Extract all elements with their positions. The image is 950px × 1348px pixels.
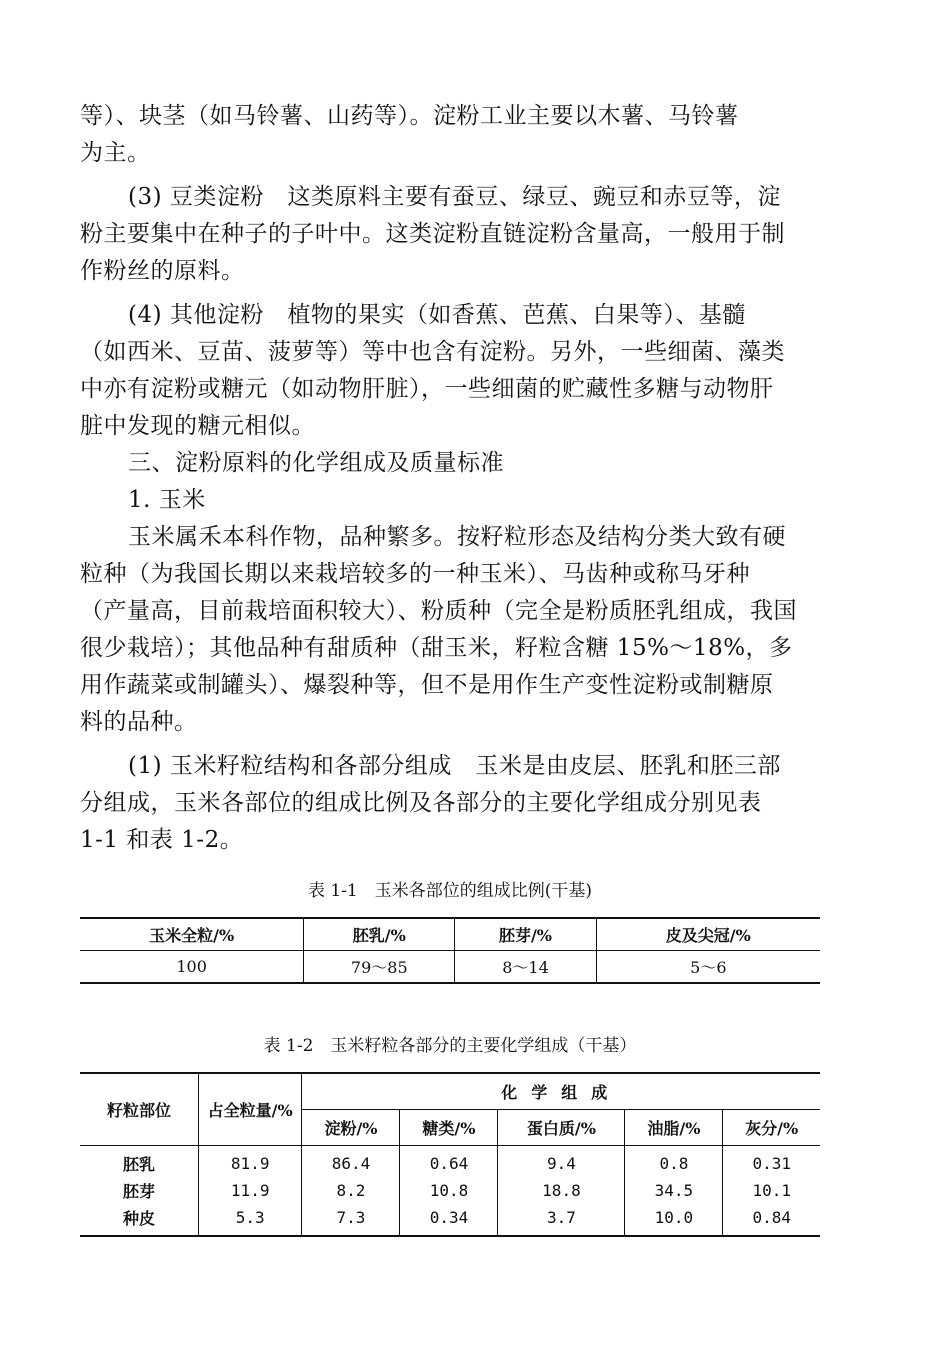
text-line: 分组成，玉米各部位的组成比例及各部分的主要化学组成分别见表 xyxy=(80,790,762,816)
table-cell: 种皮 xyxy=(122,1209,155,1228)
table-cell: 10.0 xyxy=(625,1204,723,1236)
text-line: 玉米属禾本科作物，品种繁多。按籽粒形态及结构分类大致有硬 xyxy=(128,524,786,550)
paragraph xyxy=(80,519,820,741)
table-header: 糖类/% xyxy=(400,1110,498,1146)
table-cell: 0.34 xyxy=(400,1204,498,1236)
paragraph xyxy=(80,748,820,859)
table-cell: 9.4 xyxy=(498,1146,625,1178)
table-row xyxy=(80,1204,820,1236)
text-line: （产量高，目前栽培面积较大）、粉质种（完全是粉质胚乳组成，我国 xyxy=(80,598,797,624)
text-line: 等）、块茎（如马铃薯、山药等）。淀粉工业主要以木薯、马铃薯 xyxy=(80,103,739,129)
table-cell: 18.8 xyxy=(498,1177,625,1204)
table-cell: 5～6 xyxy=(596,951,820,984)
chemical-composition-table xyxy=(80,1072,820,1237)
table-header: 淀粉/% xyxy=(302,1110,400,1146)
text-line: 中亦有淀粉或糖元（如动物肝脏），一些细菌的贮藏性多糖与动物肝 xyxy=(80,376,774,402)
table-caption: 表 1-1 玉米各部位的组成比例(干基) xyxy=(307,881,593,901)
text-line: (4) 其他淀粉 植物的果实（如香蕉、芭蕉、白果等）、基髓 xyxy=(128,302,746,328)
table-cell: 86.4 xyxy=(302,1146,400,1178)
table-cell: 8.2 xyxy=(302,1177,400,1204)
table-header: 籽粒部位 xyxy=(80,1073,198,1146)
text-line: 粉主要集中在种子的子叶中。这类淀粉直链淀粉含量高，一般用于制 xyxy=(80,221,785,247)
composition-ratio-table xyxy=(80,917,820,984)
text-line: (3) 豆类淀粉 这类原料主要有蚕豆、绿豆、豌豆和赤豆等，淀 xyxy=(128,184,781,210)
table-row xyxy=(80,1177,820,1204)
table-group-header: 化学组成 xyxy=(302,1073,820,1110)
table-cell: 100 xyxy=(176,957,207,976)
table-cell: 0.64 xyxy=(400,1146,498,1178)
table-cell: 8～14 xyxy=(455,951,596,984)
table-header: 占全粒量/% xyxy=(198,1073,302,1146)
table-cell: 3.7 xyxy=(498,1204,625,1236)
table-cell: 胚乳 xyxy=(122,1155,155,1174)
text-line: 脏中发现的糖元相似。 xyxy=(80,413,315,439)
text-line: 作粉丝的原料。 xyxy=(80,258,245,284)
table-cell: 7.3 xyxy=(302,1204,400,1236)
text-line: （如西米、豆苗、菠萝等）等中也含有淀粉。另外，一些细菌、藻类 xyxy=(80,339,785,365)
table-row xyxy=(80,951,820,984)
text-line: 1-1 和表 1-2。 xyxy=(80,827,244,853)
table-header: 皮及尖冠/% xyxy=(596,918,820,951)
table-header: 胚芽/% xyxy=(455,918,596,951)
table-header: 灰分/% xyxy=(723,1110,820,1146)
table-cell: 5.3 xyxy=(198,1204,302,1236)
text-line: 用作蔬菜或制罐头）、爆裂种等，但不是用作生产变性淀粉或制糖原 xyxy=(80,672,774,698)
table-cell: 0.84 xyxy=(723,1204,820,1236)
text-line: 料的品种。 xyxy=(80,709,198,735)
table-cell: 0.8 xyxy=(625,1146,723,1178)
table-cell: 34.5 xyxy=(625,1177,723,1204)
section-heading: 三、淀粉原料的化学组成及质量标准 xyxy=(128,450,504,476)
table-caption: 表 1-2 玉米籽粒各部分的主要化学组成（干基） xyxy=(263,1036,637,1056)
table-header: 蛋白质/% xyxy=(498,1110,625,1146)
table-header: 油脂/% xyxy=(625,1110,723,1146)
table-cell: 81.9 xyxy=(198,1146,302,1178)
text-line: 很少栽培）；其他品种有甜质种（甜玉米，籽粒含糖 15%～18%，多 xyxy=(80,635,793,661)
page-body xyxy=(80,98,820,1237)
table-header: 胚乳/% xyxy=(304,918,455,951)
paragraph xyxy=(80,98,820,172)
text-line: 粒种（为我国长期以来栽培较多的一种玉米）、马齿种或称马牙种 xyxy=(80,561,750,587)
paragraph xyxy=(80,297,820,445)
table-cell: 10.8 xyxy=(400,1177,498,1204)
table-header: 玉米全粒/% xyxy=(80,918,304,951)
text-line: (1) 玉米籽粒结构和各部分组成 玉米是由皮层、胚乳和胚三部 xyxy=(128,753,781,779)
table-cell: 0.31 xyxy=(723,1146,820,1178)
table-cell: 79～85 xyxy=(304,951,455,984)
text-line: 为主。 xyxy=(80,140,151,166)
table-cell: 胚芽 xyxy=(122,1182,155,1201)
paragraph xyxy=(80,179,820,290)
table-row xyxy=(80,1146,820,1178)
table-cell: 10.1 xyxy=(723,1177,820,1204)
subsection-heading: 1. 玉米 xyxy=(128,487,206,513)
table-cell: 11.9 xyxy=(198,1177,302,1204)
